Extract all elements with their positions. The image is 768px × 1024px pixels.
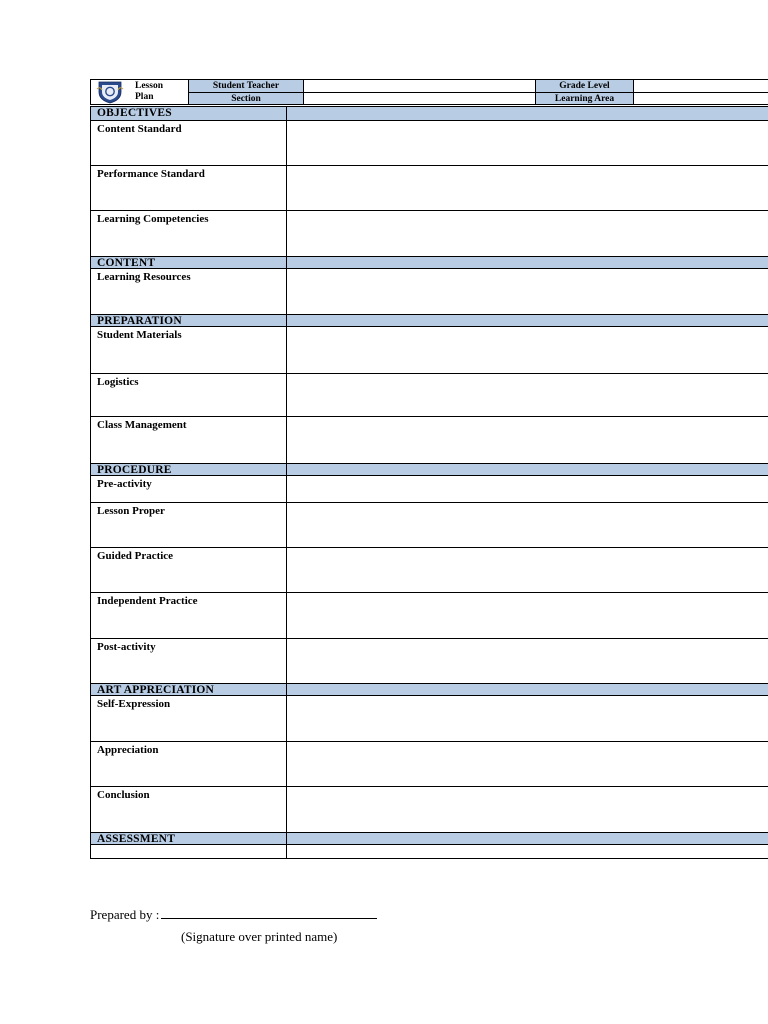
- student-teacher-label: Student Teacher: [189, 80, 304, 92]
- logo-line-2: Plan: [135, 92, 154, 102]
- section-header-objectives: [91, 106, 768, 120]
- row-value-field[interactable]: [287, 476, 768, 502]
- row-label: Post-activity: [97, 641, 156, 653]
- row-label: Pre-activity: [97, 478, 152, 490]
- row-label-cell: [91, 315, 287, 326]
- prepared-by-signature-field[interactable]: [161, 906, 377, 919]
- logo-cell: [91, 80, 189, 104]
- row-value-field[interactable]: [287, 548, 768, 592]
- section-header-procedure: [91, 463, 768, 475]
- row-label: Self-Expression: [97, 698, 171, 710]
- row-value-field[interactable]: [287, 374, 768, 416]
- field-row-guided-practice: [91, 547, 768, 592]
- row-label: Student Materials: [97, 329, 182, 341]
- field-row-lesson-proper: [91, 502, 768, 547]
- section-label: Section: [189, 93, 304, 104]
- lesson-plan-title: [135, 81, 163, 103]
- row-label-cell: [91, 374, 287, 416]
- row-label: ART APPRECIATION: [97, 684, 215, 696]
- row-label: Conclusion: [97, 789, 150, 801]
- row-label: Learning Competencies: [97, 213, 209, 225]
- row-value-field[interactable]: [287, 639, 768, 683]
- row-label: Independent Practice: [97, 595, 198, 607]
- row-label-cell: [91, 696, 287, 741]
- row-value-field[interactable]: [287, 845, 768, 859]
- field-row-independent-practice: [91, 592, 768, 638]
- row-label-cell: [91, 269, 287, 314]
- school-crest-icon: [96, 80, 124, 104]
- row-value-field[interactable]: [287, 787, 768, 832]
- field-row-class-management: [91, 416, 768, 463]
- row-label: Lesson Proper: [97, 505, 165, 517]
- row-label-cell: [91, 639, 287, 683]
- row-label: ASSESSMENT: [97, 833, 176, 845]
- prepared-by-label: Prepared by :: [90, 907, 160, 922]
- field-row-blank: [91, 844, 768, 859]
- row-value-field[interactable]: [287, 696, 768, 741]
- row-label: PROCEDURE: [97, 464, 172, 476]
- row-label: Appreciation: [97, 744, 159, 756]
- row-label-cell: [91, 327, 287, 373]
- field-row-performance-standard: [91, 165, 768, 210]
- signature-caption: (Signature over printed name): [181, 929, 338, 944]
- learning-area-label: Learning Area: [536, 93, 634, 104]
- row-label-cell: [91, 121, 287, 165]
- row-label-cell: [91, 548, 287, 592]
- field-row-pre-activity: [91, 475, 768, 502]
- student-teacher-field[interactable]: [304, 80, 536, 92]
- field-row-self-expression: [91, 695, 768, 741]
- row-label: Content Standard: [97, 123, 182, 135]
- field-row-student-materials: [91, 326, 768, 373]
- row-label-cell: [91, 684, 287, 695]
- row-label-cell: [91, 845, 287, 859]
- grade-level-field[interactable]: [634, 80, 768, 92]
- row-label: Logistics: [97, 376, 139, 388]
- row-value-field[interactable]: [287, 269, 768, 314]
- section-header-art-appreciation: [91, 683, 768, 695]
- row-label: PREPARATION: [97, 315, 182, 327]
- row-value-field[interactable]: [287, 121, 768, 165]
- row-value-field[interactable]: [287, 211, 768, 256]
- lesson-plan-header: [90, 79, 768, 105]
- row-value-field[interactable]: [287, 503, 768, 547]
- section-field[interactable]: [304, 93, 536, 104]
- row-label: Class Management: [97, 419, 187, 431]
- row-value-field[interactable]: [287, 327, 768, 373]
- row-value-field[interactable]: [287, 742, 768, 786]
- field-row-learning-resources: [91, 268, 768, 314]
- row-label: Learning Resources: [97, 271, 191, 283]
- row-label-cell: [91, 211, 287, 256]
- grade-level-label: Grade Level: [536, 80, 634, 92]
- row-label-cell: [91, 593, 287, 638]
- row-label: OBJECTIVES: [97, 107, 172, 119]
- field-row-logistics: [91, 373, 768, 416]
- row-label-cell: [91, 464, 287, 475]
- row-label-cell: [91, 257, 287, 268]
- row-label: Guided Practice: [97, 550, 174, 562]
- row-value-field[interactable]: [287, 166, 768, 210]
- field-row-conclusion: [91, 786, 768, 832]
- row-label: Performance Standard: [97, 168, 205, 180]
- section-header-preparation: [91, 314, 768, 326]
- row-label-cell: [91, 503, 287, 547]
- row-label-cell: [91, 742, 287, 786]
- row-label-cell: [91, 107, 287, 120]
- lesson-plan-table: [90, 106, 768, 859]
- learning-area-field[interactable]: [634, 93, 768, 104]
- section-header-content: [91, 256, 768, 268]
- field-row-learning-competencies: [91, 210, 768, 256]
- row-label: CONTENT: [97, 257, 156, 269]
- row-value-field[interactable]: [287, 417, 768, 463]
- field-row-post-activity: [91, 638, 768, 683]
- row-label-cell: [91, 417, 287, 463]
- prepared-by-line: [90, 906, 377, 923]
- row-label-cell: [91, 166, 287, 210]
- row-label-cell: [91, 833, 287, 844]
- row-value-field[interactable]: [287, 593, 768, 638]
- row-label-cell: [91, 787, 287, 832]
- logo-line-1: Lesson: [135, 81, 163, 91]
- row-label-cell: [91, 476, 287, 502]
- field-row-content-standard: [91, 120, 768, 165]
- section-header-assessment: [91, 832, 768, 844]
- field-row-appreciation: [91, 741, 768, 786]
